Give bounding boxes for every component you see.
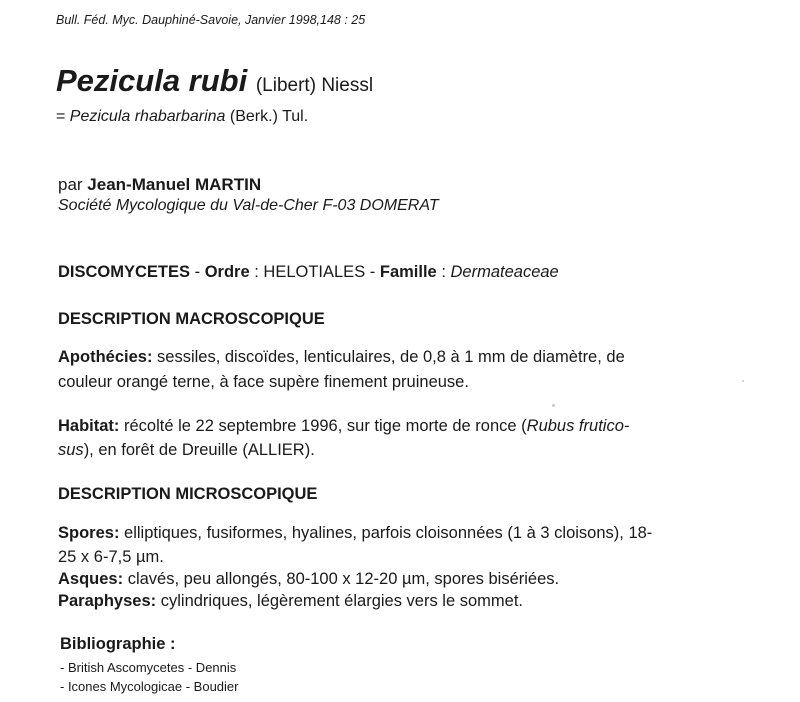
habitat-host-name: Rubus frutico- — [526, 417, 630, 435]
order-value: HELOTIALES — [263, 263, 366, 281]
habitat-line-2 — [58, 441, 315, 460]
bibliography-item: - Icones Mycologicae - Boudier — [60, 679, 239, 694]
synonym-line — [56, 108, 308, 126]
asci-text: clavés, peu allongés, 80-100 x 12-20 µm, spores bisériées. — [127, 570, 560, 588]
spores-text: elliptiques, fusiformes, hyalines, parfois cloisonnées (1 à 3 cloisons), 18- — [124, 524, 653, 542]
label-colon: : — [150, 592, 161, 610]
taxonomy-sep: - — [365, 263, 380, 281]
synonym-authority: (Berk.) Tul. — [229, 108, 309, 125]
order-sep: : — [249, 263, 264, 281]
author-name: Jean-Manuel MARTIN — [87, 175, 262, 194]
apothecies-line-1 — [58, 348, 625, 367]
taxonomy-sep: - — [190, 263, 205, 281]
author-prefix: par — [58, 175, 88, 194]
synonym-prefix: = — [56, 108, 70, 125]
journal-reference: Bull. Féd. Myc. Dauphiné-Savoie, Janvier 1998,148 : 25 — [56, 13, 366, 27]
habitat-host-name-end: sus — [58, 441, 84, 459]
order-label: Ordre — [204, 263, 250, 281]
label-colon: : — [113, 524, 125, 542]
bibliography-item: - British Ascomycetes - Dennis — [60, 660, 237, 675]
synonym-name: Pezicula rhabarbarina — [69, 108, 226, 125]
habitat-text: ), en forêt de Dreuille (ALLIER). — [83, 441, 315, 459]
habitat-text: récolté le 22 septembre 1996, sur tige morte de ronce ( — [124, 417, 527, 435]
label-colon: : — [117, 570, 128, 588]
taxonomy-line — [58, 263, 559, 282]
apothecies-text: sessiles, discoïdes, lenticulaires, de 0,8 à 1 mm de diamètre, de — [157, 348, 625, 366]
macro-heading: DESCRIPTION MACROSCOPIQUE — [58, 310, 325, 328]
family-value: Dermateaceae — [450, 263, 559, 281]
bibliography-heading: Bibliographie : — [60, 635, 176, 653]
spores-line-1 — [58, 524, 652, 543]
species-authority: (Libert) Niessl — [255, 75, 374, 96]
paraphyses-text: cylindriques, légèrement élargies vers le sommet. — [160, 592, 523, 610]
species-title — [56, 63, 373, 104]
micro-heading: DESCRIPTION MICROSCOPIQUE — [58, 485, 318, 503]
label-colon: : — [113, 417, 125, 435]
asci-line — [58, 570, 559, 589]
paraphyses-label: Paraphyses — [58, 592, 151, 610]
scan-speck — [742, 380, 744, 382]
paraphyses-line — [58, 592, 523, 611]
asci-label: Asques — [58, 570, 118, 588]
spores-line-2: 25 x 6-7,5 µm. — [58, 548, 164, 566]
family-sep: : — [436, 263, 451, 281]
apothecies-line-2: couleur orangé terne, à face supère finement pruineuse. — [58, 373, 469, 391]
apothecies-label: Apothécies — [58, 348, 147, 366]
species-name: Pezicula rubi — [56, 63, 248, 98]
spores-label: Spores — [58, 524, 114, 542]
label-colon: : — [146, 348, 158, 366]
family-label: Famille — [379, 263, 437, 281]
taxonomy-class: DISCOMYCETES — [58, 263, 191, 281]
author-byline — [58, 175, 261, 195]
habitat-label: Habitat — [58, 417, 114, 435]
author-affiliation: Société Mycologique du Val-de-Cher F-03 DOMERAT — [58, 197, 439, 214]
scan-speck — [552, 404, 555, 407]
habitat-line-1 — [58, 417, 629, 436]
